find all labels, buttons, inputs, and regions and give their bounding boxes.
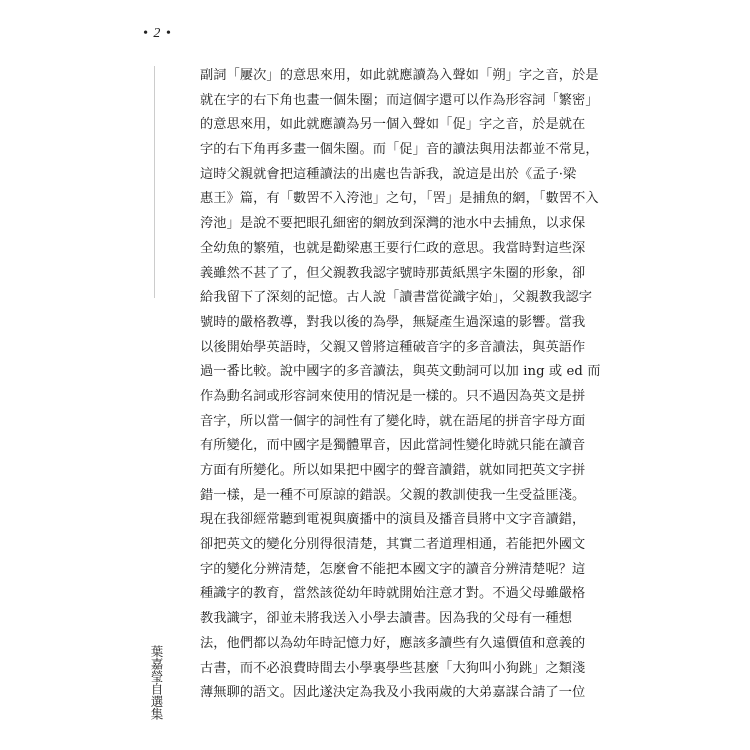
- text-line: 以後開始學英語時，父親又曾將這種破音字的多音讀法，與英語作: [200, 339, 586, 355]
- text-line: 法，他們都以為幼年時記憶力好，應該多讀些有久遠價值和意義的: [200, 635, 586, 651]
- text-line: 古書，而不必浪費時間去小學裏學些甚麼「大狗叫小狗跳」之類淺: [200, 660, 586, 676]
- text-line: 作為動名詞或形容詞來使用的情況是一樣的。只不過因為英文是拼: [200, 388, 586, 404]
- text-line: 惠王》篇，有「數罟不入洿池」之句，「罟」是捕魚的網，「數罟不入: [200, 191, 599, 207]
- text-line: 義雖然不甚了了，但父親教我認字號時那黃紙黑字朱圈的形象，卻: [200, 265, 586, 281]
- text-line: 卻把英文的變化分別得很清楚，其實二者道理相通，若能把外國文: [200, 537, 586, 553]
- text-line: 的意思來用，如此就應讀為另一個入聲如「促」字之音，於是就在: [200, 117, 586, 133]
- text-line: 教我識字，卻並未將我送入小學去讀書。因為我的父母有一種想: [200, 611, 573, 627]
- text-line: 薄無聊的語文。因此遂決定為我及小我兩歲的大弟嘉謀合請了一位: [200, 685, 586, 701]
- text-line: 錯一樣，是一種不可原諒的錯誤。父親的教訓使我一生受益匪淺。: [200, 487, 586, 503]
- text-line: 號時的嚴格教導，對我以後的為學，無疑產生過深遠的影響。當我: [200, 314, 586, 330]
- text-line: 洿池」是說不要把眼孔細密的網放到深灣的池水中去捕魚，以求保: [200, 216, 586, 232]
- text-line: 全幼魚的繁殖，也就是勸梁惠王要行仁政的意思。我當時對這些深: [200, 240, 586, 256]
- text-line: 字的右下角再多畫一個朱圈。而「促」音的讀法與用法都並不常見，: [200, 142, 599, 158]
- text-line: 現在我卻經常聽到電視與廣播中的演員及播音員將中文字音讀錯，: [200, 512, 586, 528]
- page-number: • 2 •: [143, 26, 172, 41]
- margin-rule: [154, 66, 155, 298]
- text-line: 給我留下了深刻的記憶。古人說「讀書當從識字始」，父親教我認字: [200, 290, 593, 306]
- running-title: 葉嘉瑩自選集: [149, 645, 164, 720]
- text-line: 音字，所以當一個字的詞性有了變化時，就在語尾的拼音字母方面: [200, 413, 586, 429]
- body-text: [200, 64, 601, 706]
- text-line: 這時父親就會把這種讀法的出處也告訴我，說這是出於《孟子·梁: [200, 166, 577, 182]
- text-line: 種識字的教育，當然該從幼年時就開始注意才對。不過父母雖嚴格: [200, 586, 586, 602]
- text-line: 副詞「屢次」的意思來用，如此就應讀為入聲如「朔」字之音，於是: [200, 68, 599, 83]
- text-line: 字的變化分辨清楚，怎麼會不能把本國文字的讀音分辨清楚呢？這: [200, 561, 586, 577]
- text-line: 方面有所變化。所以如果把中國字的聲音讀錯，就如同把英文字拼: [200, 463, 586, 478]
- text-line: 有所變化，而中國字是獨體單音，因此當詞性變化時就只能在讀音: [200, 438, 586, 454]
- text-line: 過一番比較。說中國字的多音讀法，與英文動詞可以加 ing 或 ed 而: [200, 364, 601, 380]
- text-line: 就在字的右下角也畫一個朱圈；而這個字還可以作為形容詞「繁密」: [200, 92, 599, 108]
